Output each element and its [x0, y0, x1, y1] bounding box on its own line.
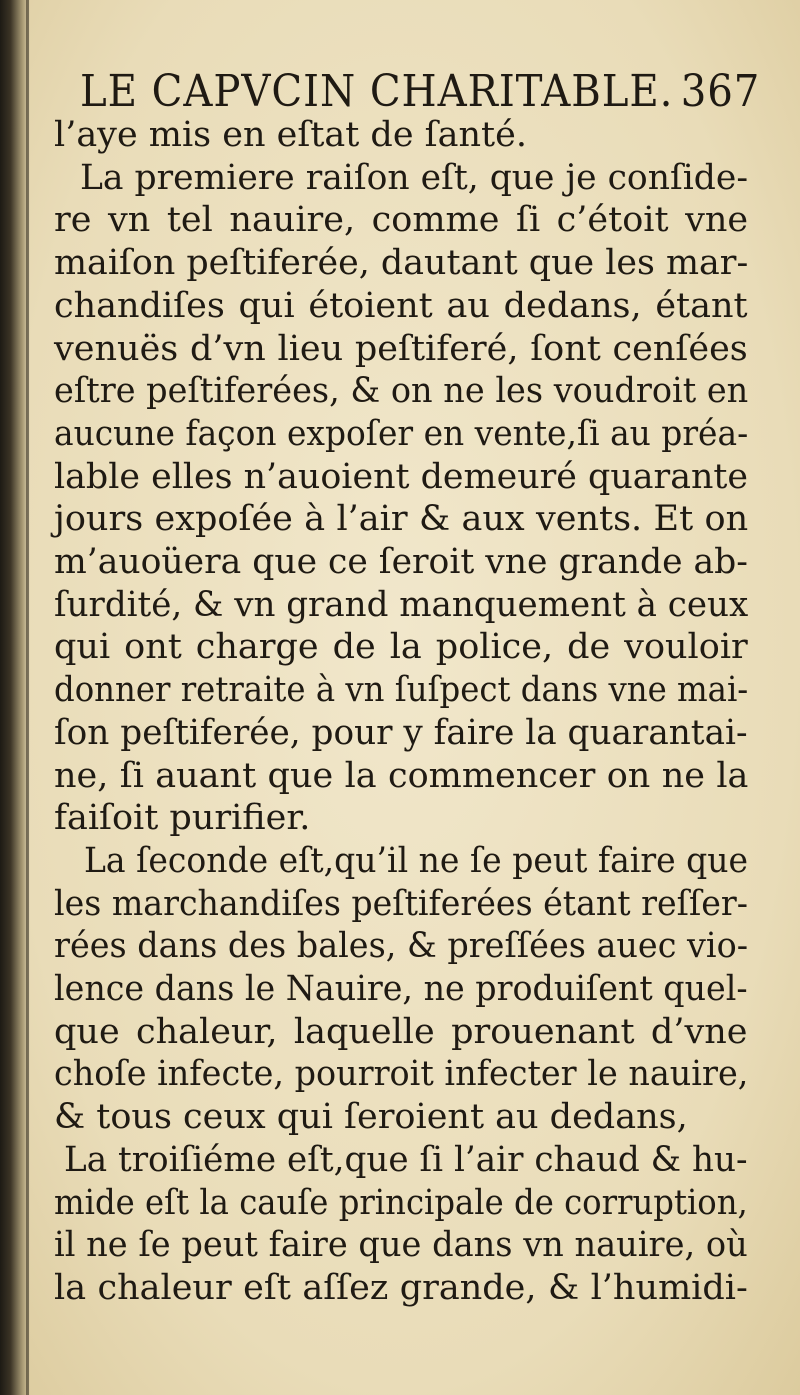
text-line: La premiere raiſon eſt, que je conſide-: [80, 157, 748, 198]
text-line: l’aye mis en eſtat de ſanté.: [54, 115, 527, 155]
text-line: que chaleur, laquelle prouenant d’vne: [54, 1011, 748, 1052]
text-line: la chaleur eſt aſſez grande, & l’humidi-: [54, 1267, 748, 1308]
text-line: chandiſes qui étoient au dedans, étant: [54, 285, 748, 326]
text-line: il ne ſe peut faire que dans vn nauire, où: [54, 1225, 748, 1266]
text-line: re vn tel nauire, comme ſi c’étoit vne: [54, 200, 749, 241]
text-line: eſtre peſtiferées, & on ne les voudroit en: [54, 371, 749, 412]
text-line: ſon peſtiferée, pour y faire la quarantai-: [54, 712, 748, 753]
text-line: ſurdité, & vn grand manquement à ceux: [54, 584, 749, 625]
text-line: les marchandiſes peſtiferées étant reſſer-: [54, 883, 748, 924]
text-line: venuës d’vn lieu peſtiferé, ſont cenſées: [54, 328, 748, 369]
text-line: aucune façon expoſer en vente,ſi au préa-: [54, 413, 749, 454]
page-number: 367: [680, 66, 761, 117]
text-line: rées dans des bales, & preſſées auec vio-: [54, 926, 749, 967]
text-line: m’auoüera que ce ſeroit vne grande ab-: [54, 542, 748, 582]
text-line: qui ont charge de la police, de vouloir: [54, 627, 748, 668]
text-line: La troiſiéme eſt,que ſi l’air chaud & hu-: [64, 1139, 748, 1180]
text-line: mide eſt la cauſe principale de corruption,: [54, 1182, 748, 1223]
text-line: jours expoſée à l’air & aux vents. Et on: [54, 499, 749, 540]
text-line: faiſoit purifier.: [54, 798, 311, 839]
text-line: & tous ceux qui ſeroient au dedans,: [54, 1097, 688, 1138]
text-line: La ſeconde eſt,qu’il ne ſe peut faire que: [84, 840, 749, 881]
text-line: choſe infecte, pourroit infecter le nauire,: [54, 1054, 749, 1095]
text-line: ne, ſi auant que la commencer on ne la: [54, 755, 749, 796]
text-line: maiſon peſtiferée, dautant que les mar-: [54, 243, 749, 284]
running-title: LE CAPVCIN CHARITABLE.: [80, 66, 674, 117]
text-line: lence dans le Nauire, ne produiſent quel-: [54, 969, 748, 1009]
text-line: lable elles n’auoient demeuré quarante: [54, 456, 749, 497]
text-line: donner retraite à vn ſuſpect dans vne mai-: [54, 670, 749, 711]
